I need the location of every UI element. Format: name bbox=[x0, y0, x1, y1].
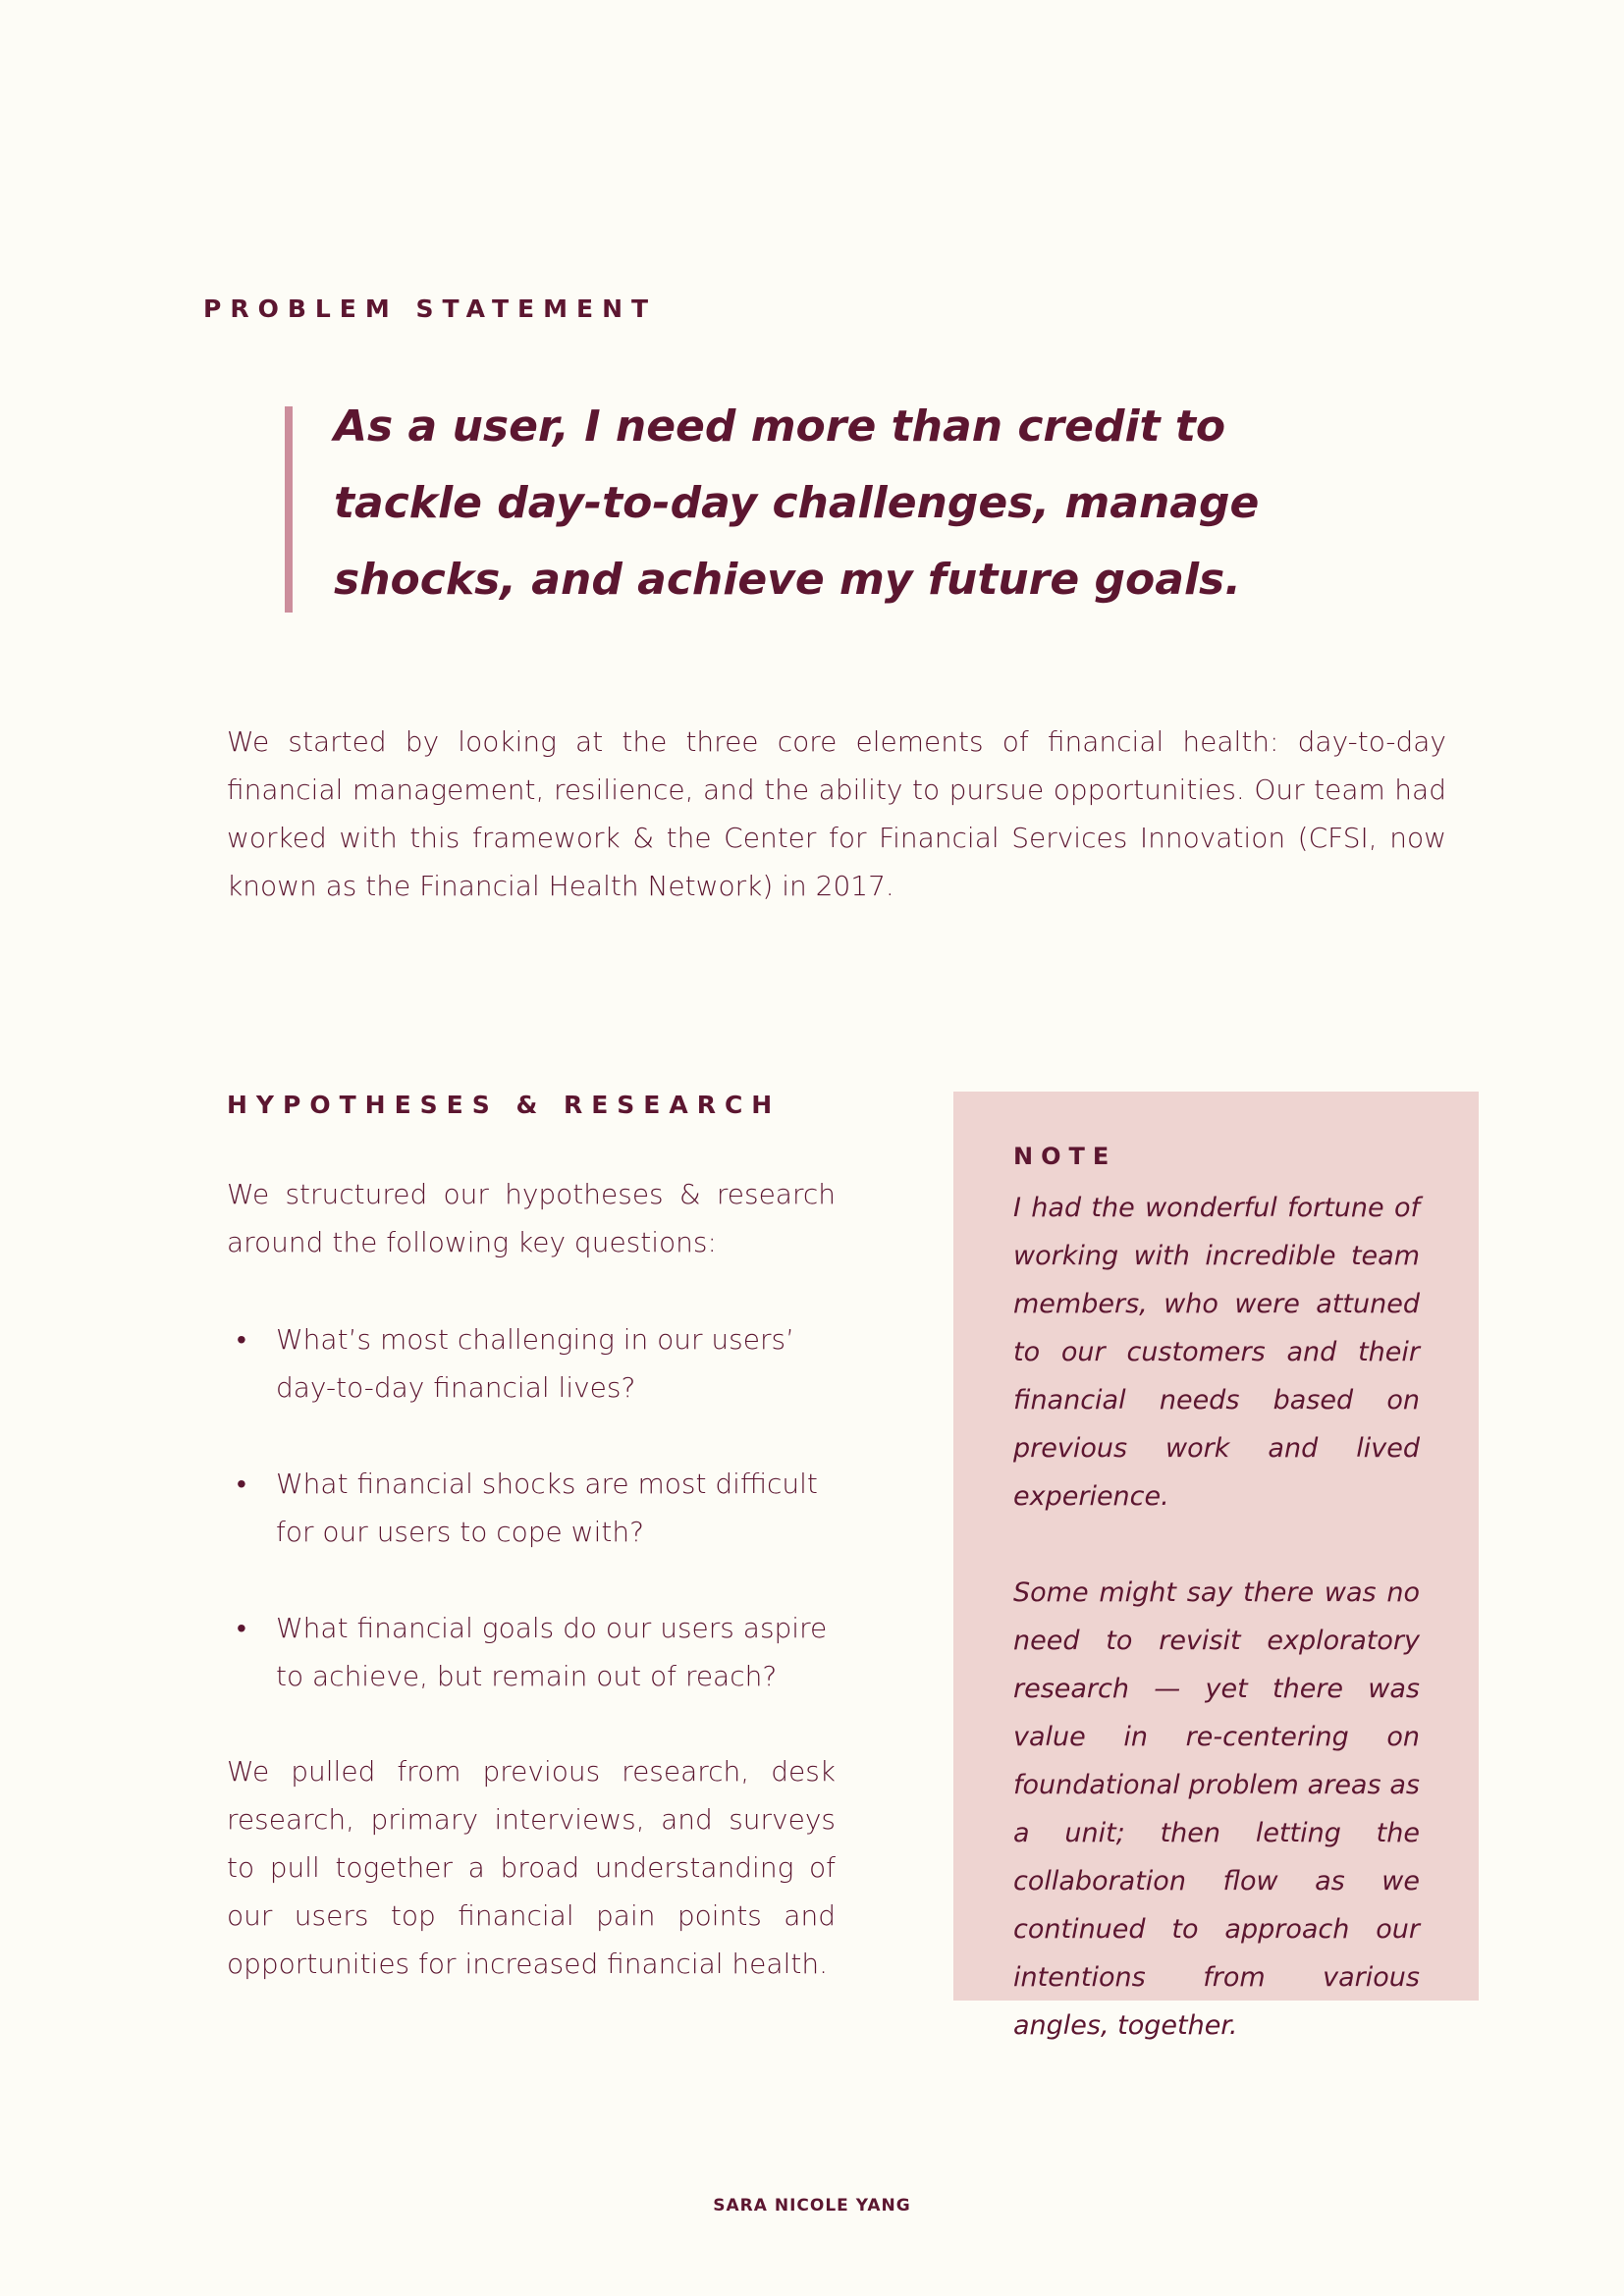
question-text: What’s most challenging in our users’ day-to-day financial lives? bbox=[276, 1323, 794, 1404]
problem-statement-heading: PROBLEM STATEMENT bbox=[203, 294, 658, 323]
hypotheses-outro-paragraph: We pulled from previous research, desk research, primary interviews, and surveys to pull together a broad understanding of our users top financial pain points and opportunities for increased financial health. bbox=[227, 1755, 836, 1980]
note-paragraph: Some might say there was no need to revisit exploratory research — yet there was value in re-centering on foundational problem areas as a unit; then letting the collaboration flow as we continued to approach our intentions from various angles, together. bbox=[1013, 1577, 1420, 2041]
note-box bbox=[953, 1092, 1479, 2041]
bullet-icon: • bbox=[237, 1323, 246, 1356]
hypotheses-research-heading: HYPOTHESES & RESEARCH bbox=[227, 1091, 782, 1119]
note-paragraph: I had the wonderful fortune of working with incredible team members, who were attuned to our customers and their financial needs based on previous work and lived experience. bbox=[1013, 1193, 1420, 1512]
bullet-icon: • bbox=[237, 1468, 246, 1500]
question-text: What financial goals do our users aspire to achieve, but remain out of reach? bbox=[276, 1612, 828, 1692]
list-item bbox=[227, 1315, 836, 1412]
question-text: What financial shocks are most difficult for our users to cope with? bbox=[276, 1468, 818, 1548]
footer-author: SARA NICOLE YANG bbox=[713, 2196, 911, 2216]
intro-paragraph: We started by looking at the three core elements of financial health: day-to-day financial management, resilience, and the ability to pursue opportunities. Our team had worked with this framework & the Center for Financial Services Innovation (CFSI, now known as the Financial Health Network) in 2017. bbox=[227, 725, 1446, 902]
note-heading: NOTE bbox=[1013, 1143, 1117, 1170]
bullet-icon: • bbox=[237, 1612, 246, 1644]
pull-quote bbox=[285, 401, 1345, 613]
hypotheses-intro-paragraph: We structured our hypotheses & research around the following key questions: bbox=[227, 1178, 836, 1258]
key-questions-list bbox=[227, 1315, 836, 1748]
pull-quote-text: As a user, I need more than credit to tackle day-to-day challenges, manage shocks, and achieve my future goals. bbox=[334, 401, 1260, 605]
list-item bbox=[227, 1604, 836, 1700]
list-item bbox=[227, 1460, 836, 1556]
